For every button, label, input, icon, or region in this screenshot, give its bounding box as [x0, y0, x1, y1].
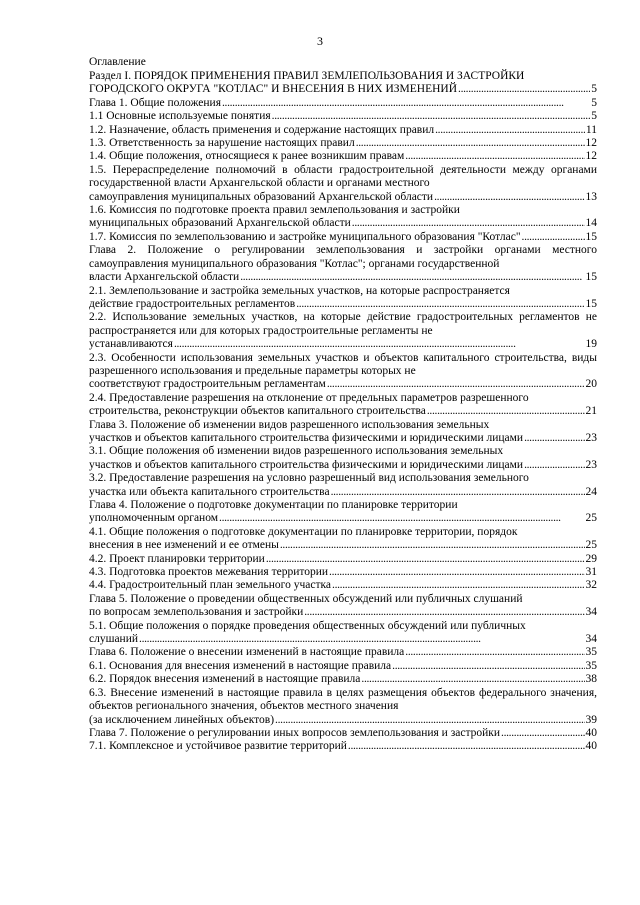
- toc-entry[interactable]: [89, 579, 597, 592]
- toc-title: Оглавление: [89, 56, 146, 68]
- toc-entry[interactable]: [89, 137, 597, 150]
- toc-entry-heading: Глава 4. Положение о подготовке документации по планировке территории: [89, 499, 458, 511]
- toc-entry-line: [89, 298, 597, 311]
- toc-page-number: 15: [585, 297, 597, 310]
- toc-entry-text: участков и объектов капитального строительства физическими и юридическими лицами: [89, 458, 524, 471]
- dot-leader: [522, 231, 585, 244]
- toc-entry-line: [89, 137, 597, 150]
- toc-entry[interactable]: [89, 392, 597, 419]
- toc-entry-text: соответствуют градостроительным регламентам: [89, 378, 326, 391]
- toc-entry[interactable]: [89, 445, 597, 472]
- toc-entry-line: [89, 83, 597, 96]
- toc-entry-text: действие градостроительных регламентов: [89, 297, 296, 310]
- toc-page-number: 21: [585, 405, 597, 418]
- toc-entry-line: [89, 553, 597, 566]
- toc-entry-text: участка или объекта капитального строительства: [89, 485, 330, 498]
- toc-entry-line: [89, 714, 597, 727]
- dot-leader: [501, 727, 584, 740]
- toc-entry[interactable]: [89, 687, 597, 727]
- toc-entry-text: устанавливаются: [89, 338, 173, 351]
- toc-entry[interactable]: [89, 164, 597, 204]
- toc-entry-heading: Глава 2. Положение о регулировании землепользования и застройки органами местного самоуправления муниципального образования "Котлас"; органами государственной: [89, 244, 597, 270]
- toc-entry[interactable]: [89, 566, 597, 579]
- dot-leader: [329, 566, 584, 579]
- dot-leader: [405, 150, 584, 163]
- dot-leader: [174, 338, 585, 351]
- toc-page-number: 15: [585, 230, 597, 243]
- dot-leader: [348, 740, 585, 753]
- dot-leader: [352, 217, 585, 230]
- toc-page-number: 20: [585, 378, 597, 391]
- dot-leader: [139, 633, 584, 646]
- toc-entry-line: [89, 660, 597, 673]
- toc-entry[interactable]: [89, 311, 597, 351]
- toc-entry-line: [89, 191, 597, 204]
- toc-page-number: 35: [585, 659, 597, 672]
- dot-leader: [219, 512, 584, 525]
- dot-leader: [222, 97, 590, 110]
- toc-entry[interactable]: [89, 110, 597, 123]
- dot-leader: [332, 579, 584, 592]
- toc-entry[interactable]: [89, 499, 597, 526]
- toc-entry[interactable]: [89, 352, 597, 392]
- toc-page-number: 15: [585, 271, 597, 284]
- toc-page-number: 12: [585, 137, 597, 150]
- toc-entry-line: [89, 646, 597, 659]
- dot-leader: [435, 124, 585, 137]
- toc-entry-heading: 3.1. Общие положения об изменении видов разрешенного использования земельных: [89, 445, 504, 458]
- toc-entry[interactable]: [89, 244, 597, 284]
- toc-entry-line: [89, 217, 597, 230]
- toc-entry-line: [89, 579, 597, 592]
- toc-entry-line: [89, 378, 597, 391]
- toc-entry-heading: 1.6. Комиссия по подготовке проекта правил землепользования и застройки: [89, 204, 460, 217]
- toc-page-number: 31: [585, 566, 597, 579]
- toc-page-number: 34: [585, 633, 597, 646]
- toc-entry-text: 1.1 Основные используемые понятия: [89, 110, 271, 123]
- dot-leader: [405, 646, 584, 659]
- toc-entry-text: 4.2. Проект планировки территории: [89, 552, 265, 565]
- toc-entry[interactable]: [89, 593, 597, 620]
- dot-leader: [266, 553, 585, 566]
- toc-entry-line: [89, 566, 597, 579]
- toc-entry[interactable]: [89, 97, 597, 110]
- toc-entry-text: по вопросам землепользования и застройки: [89, 606, 304, 619]
- toc-entry-line: [89, 97, 597, 110]
- dot-leader: [304, 606, 584, 619]
- toc-entry-text: Глава 7. Положение о регулировании иных вопросов землепользования и застройки: [89, 726, 501, 739]
- toc-entry-text: 6.2. Порядок внесения изменений в настоящие правила: [89, 673, 361, 686]
- toc-entry-line: [89, 231, 597, 244]
- toc-entry[interactable]: [89, 231, 597, 244]
- toc-entry-line: [89, 124, 597, 137]
- toc-page-number: 40: [585, 726, 597, 739]
- toc-list: [89, 70, 597, 754]
- toc-entry-text: Глава 1. Общие положения: [89, 96, 221, 109]
- toc-entry-line: [89, 459, 597, 472]
- toc-entry-text: власти Архангельской области: [89, 271, 240, 284]
- toc-entry-line: [89, 512, 597, 525]
- toc-entry-heading: 3.2. Предоставление разрешения на условно разрешенный вид использования земельного: [89, 472, 529, 485]
- toc-entry-text: 1.2. Назначение, область применения и содержание настоящих правил: [89, 123, 435, 136]
- toc-entry[interactable]: [89, 727, 597, 740]
- dot-leader: [361, 673, 584, 686]
- toc-page-number: 40: [585, 740, 597, 753]
- dot-leader: [327, 378, 585, 391]
- toc-entry[interactable]: [89, 526, 597, 553]
- toc-entry-line: [89, 110, 597, 123]
- toc-entry-heading: 5.1. Общие положения о порядке проведения общественных обсуждений или публичных: [89, 619, 526, 632]
- toc-page-number: 12: [585, 150, 597, 163]
- toc-entry-text: 6.1. Основания для внесения изменений в настоящие правила: [89, 659, 392, 672]
- toc-page-number: 11: [585, 123, 597, 136]
- toc-entry[interactable]: [89, 646, 597, 659]
- toc-entry-heading: 2.4. Предоставление разрешения на отклонение от предельных параметров разрешенного: [89, 391, 529, 404]
- toc-entry-heading: Глава 3. Положение об изменении видов разрешенного использования земельных: [89, 418, 490, 431]
- toc-entry-line: [89, 338, 597, 351]
- dot-leader: [240, 271, 584, 284]
- dot-leader: [434, 191, 584, 204]
- dot-leader: [392, 660, 584, 673]
- toc-page-number: 32: [585, 579, 597, 592]
- toc-entry-line: [89, 432, 597, 445]
- toc-page-number: 34: [585, 606, 597, 619]
- toc-entry-text: строительства, реконструкции объектов капитального строительства: [89, 405, 426, 418]
- page-number: 3: [317, 34, 323, 48]
- toc-page-number: 14: [585, 217, 597, 230]
- toc-entry-line: [89, 740, 597, 753]
- dot-leader: [272, 110, 591, 123]
- toc-entry-text: 7.1. Комплексное и устойчивое развитие территорий: [89, 740, 347, 753]
- toc-entry-text: 4.3. Подготовка проектов межевания территории: [89, 566, 329, 579]
- toc-entry[interactable]: [89, 740, 597, 753]
- toc-entry-line: [89, 673, 597, 686]
- toc-page-number: 35: [585, 646, 597, 659]
- dot-leader: [427, 405, 585, 418]
- toc-entry[interactable]: [89, 124, 597, 137]
- toc-entry-text: 1.4. Общие положения, относящиеся к ранее возникшим правам: [89, 150, 405, 163]
- toc-page-number: 25: [585, 539, 597, 552]
- toc-page-number: 23: [585, 458, 597, 471]
- toc-entry[interactable]: [89, 419, 597, 446]
- dot-leader: [275, 714, 584, 727]
- toc-page-number: 5: [591, 83, 597, 96]
- toc-page-number: 39: [585, 713, 597, 726]
- toc-entry-heading: 6.3. Внесение изменений в настоящие правила в целях размещения объектов федерального значения, объектов регионального значения, объектов местного значения: [89, 686, 597, 713]
- toc-entry-line: [89, 150, 597, 163]
- toc-page-number: 24: [585, 485, 597, 498]
- toc-entry-heading: Раздел I. ПОРЯДОК ПРИМЕНЕНИЯ ПРАВИЛ ЗЕМЛЕПОЛЬЗОВАНИЯ И ЗАСТРОЙКИ: [89, 70, 525, 82]
- toc-page-number: 25: [585, 512, 597, 525]
- toc-entry[interactable]: [89, 673, 597, 686]
- toc-entry-text: уполномоченным органом: [89, 512, 219, 525]
- toc-entry[interactable]: [89, 620, 597, 647]
- toc-page-number: 29: [585, 552, 597, 565]
- toc-entry[interactable]: [89, 553, 597, 566]
- dot-leader: [524, 432, 584, 445]
- toc-entry-heading: 1.5. Перераспределение полномочий в области градостроительной деятельности между органами государственной власти Архангельской области и органами местного: [89, 163, 597, 190]
- toc-entry-text: 1.3. Ответственность за нарушение настоящих правил: [89, 137, 355, 150]
- toc-page-number: 19: [585, 338, 597, 351]
- toc-page-number: 5: [591, 96, 597, 109]
- toc-page-number: 23: [585, 431, 597, 444]
- toc-entry-text: муниципальных образований Архангельской области: [89, 217, 351, 230]
- toc-entry-heading: 4.1. Общие положения о подготовке документации по планировке территории, порядок: [89, 525, 518, 538]
- toc-page-number: 38: [585, 673, 597, 686]
- toc-entry[interactable]: [89, 70, 597, 97]
- dot-leader: [280, 539, 585, 552]
- toc-entry-line: [89, 486, 597, 499]
- toc-entry-line: [89, 405, 597, 418]
- toc-entry-text: (за исключением линейных объектов): [89, 713, 275, 726]
- toc-entry[interactable]: [89, 472, 597, 499]
- toc-entry[interactable]: [89, 660, 597, 673]
- toc-entry-line: [89, 727, 597, 740]
- toc-entry-text: Глава 6. Положение о внесении изменений в настоящие правила: [89, 646, 405, 659]
- toc-entry-heading: 2.3. Особенности использования земельных участков и объектов капитального строительства, виды разрешенного использования и предельные параметры которых не: [89, 351, 597, 377]
- toc-entry-line: [89, 606, 597, 619]
- toc-page-number: 5: [591, 110, 597, 123]
- toc-entry[interactable]: [89, 204, 597, 231]
- toc-entry-heading: Глава 5. Положение о проведении общественных обсуждений или публичных слушаний: [89, 592, 523, 605]
- dot-leader: [458, 83, 590, 96]
- toc-entry-text: ГОРОДСКОГО ОКРУГА "КОТЛАС" И ВНЕСЕНИЯ В НИХ ИЗМЕНЕНИЙ: [89, 83, 458, 96]
- toc-entry-line: [89, 633, 597, 646]
- dot-leader: [524, 459, 584, 472]
- toc-entry-line: [89, 271, 597, 284]
- toc-entry[interactable]: [89, 150, 597, 163]
- toc-entry-text: самоуправления муниципальных образований Архангельской области: [89, 190, 434, 203]
- toc-entry-line: [89, 539, 597, 552]
- toc-entry-heading: 2.2. Использование земельных участков, на которые действие градостроительных регламентов не распространяется или для которых градостроительные регламенты не: [89, 311, 597, 337]
- toc-entry-text: участков и объектов капитального строительства физическими и юридическими лицами: [89, 431, 524, 444]
- toc-entry[interactable]: [89, 285, 597, 312]
- dot-leader: [356, 137, 585, 150]
- toc-page-number: 13: [585, 190, 597, 203]
- toc-entry-text: внесения в нее изменений и ее отмены: [89, 539, 279, 552]
- toc-entry-text: 1.7. Комиссия по землепользованию и застройке муниципального образования "Котлас": [89, 230, 521, 243]
- dot-leader: [331, 486, 585, 499]
- toc-entry-text: 4.4. Градостроительный план земельного участка: [89, 579, 332, 592]
- toc-entry-heading: 2.1. Землепользование и застройка земельных участков, на которые распространяется: [89, 284, 510, 297]
- toc-entry-text: слушаний: [89, 633, 139, 646]
- dot-leader: [296, 298, 584, 311]
